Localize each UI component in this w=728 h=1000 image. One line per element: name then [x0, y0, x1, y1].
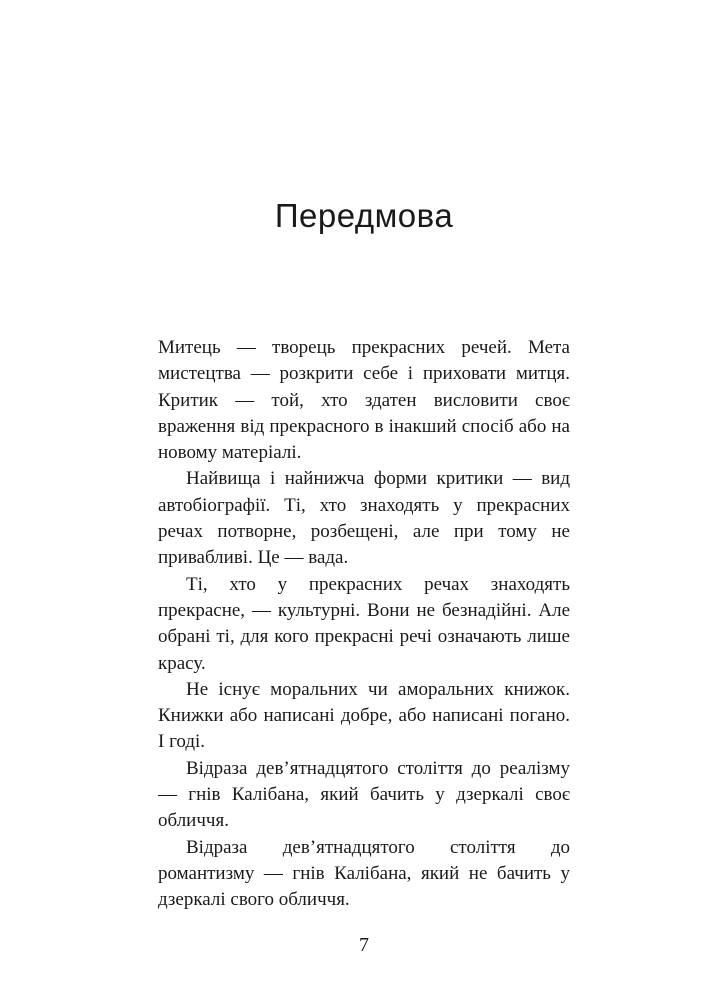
chapter-title: Передмова: [274, 197, 454, 234]
paragraph-4: Не існує моральних чи аморальних книжок. Книжки або написані добре, або написані погано. І годі.: [158, 678, 570, 753]
paragraph-1: Митець — творець прекрасних речей. Мета мистецтва — розкрити себе і приховати митця. Критик — той, хто здатен висловити своє враження від прекрасного в інакший спосіб або на новому матеріалі.: [158, 337, 570, 464]
page-number: 7: [359, 934, 369, 956]
paragraph-2: Найвища і найнижча форми критики — вид автобіографії. Ті, хто знаходять у прекрасних речах потворне, розбещені, але при тому не привабливі. Це — вада.: [158, 468, 570, 569]
paragraph-5: Відраза дев’ятнадцятого століття до реалізму — гнів Калібана, який бачить у дзеркалі своє обличчя.: [158, 757, 570, 832]
paragraph-6: Відраза дев’ятнадцятого століття до романтизму — гнів Калібана, який не бачить у дзеркалі свого обличчя.: [158, 836, 570, 911]
paragraph-3: Ті, хто у прекрасних речах знаходять прекрасне, — культурні. Вони не безнадійні. Але обрані ті, для кого прекрасні речі означають лише красу.: [158, 573, 570, 674]
body-text: [158, 335, 570, 914]
